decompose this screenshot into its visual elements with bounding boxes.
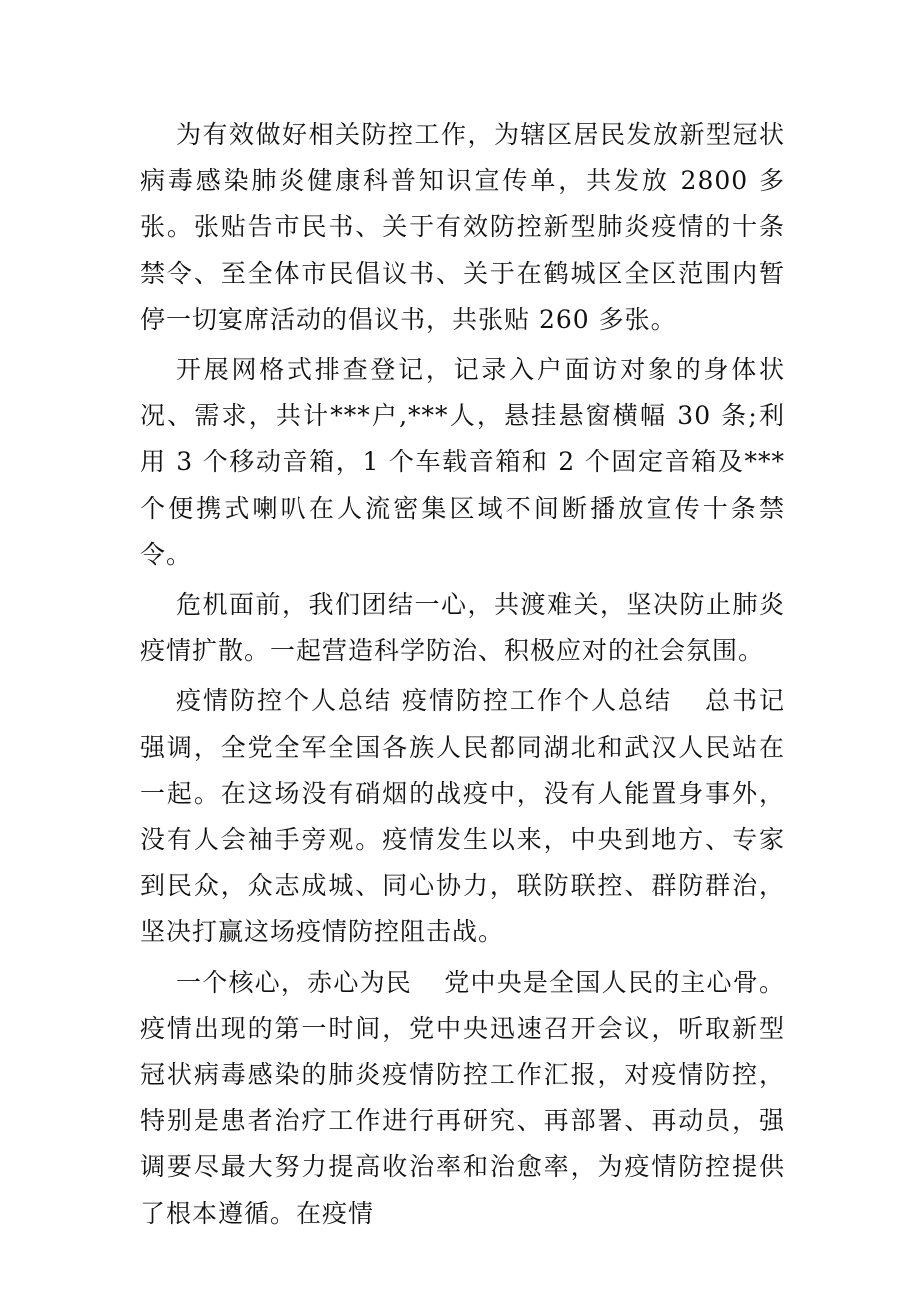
paragraph-summary xyxy=(140,678,785,955)
summary-body: 总书记强调，全党全军全国各族人民都同湖北和武汉人民站在一起。在这场没有硝烟的战疫中，没有人能置身事外，没有人会袖手旁观。疫情发生以来，中央到地方、专家到民众，众志成城、同心协力，联防联控、群防群治，坚决打赢这场疫情防控阻击战。 xyxy=(140,686,785,947)
document-body xyxy=(140,112,785,1237)
summary-title-a: 疫情防控个人总结 xyxy=(176,686,393,716)
paragraph-core xyxy=(140,960,785,1237)
core-heading: 一个核心，赤心为民 xyxy=(176,967,413,997)
core-body: 党中央是全国人民的主心骨。疫情出现的第一时间，党中央迅速召开会议，听取新型冠状病毒感染的肺炎疫情防控工作汇报，对疫情防控，特别是患者治疗工作进行再研究、再部署、再动员，强调要尽最大努力提高收治率和治愈率，为疫情防控提供了根本遵循。在疫情 xyxy=(140,967,785,1228)
paragraph-publicity: 为有效做好相关防控工作，为辖区居民发放新型冠状病毒感染肺炎健康科普知识宣传单，共发放 2800 多张。张贴告市民书、关于有效防控新型肺炎疫情的十条禁令、至全体市民倡议书、关于在鹤城区全区范围内暂停一切宴席活动的倡议书，共张贴 260 多张。 xyxy=(140,120,785,334)
paragraph-unity: 危机面前，我们团结一心，共渡难关，坚决防止肺炎疫情扩散。一起营造科学防治、积极应对的社会氛围。 xyxy=(140,590,785,666)
paragraph-grid-survey: 开展网格式排查登记，记录入户面访对象的身体状况、需求，共计***户,***人，悬挂悬窗横幅 30 条;利用 3 个移动音箱，1 个车载音箱和 2 个固定音箱及***个便携式喇叭在人流密集区域不间断播放宣传十条禁令。 xyxy=(140,355,785,569)
summary-title-b: 疫情防控工作个人总结 xyxy=(401,686,672,716)
